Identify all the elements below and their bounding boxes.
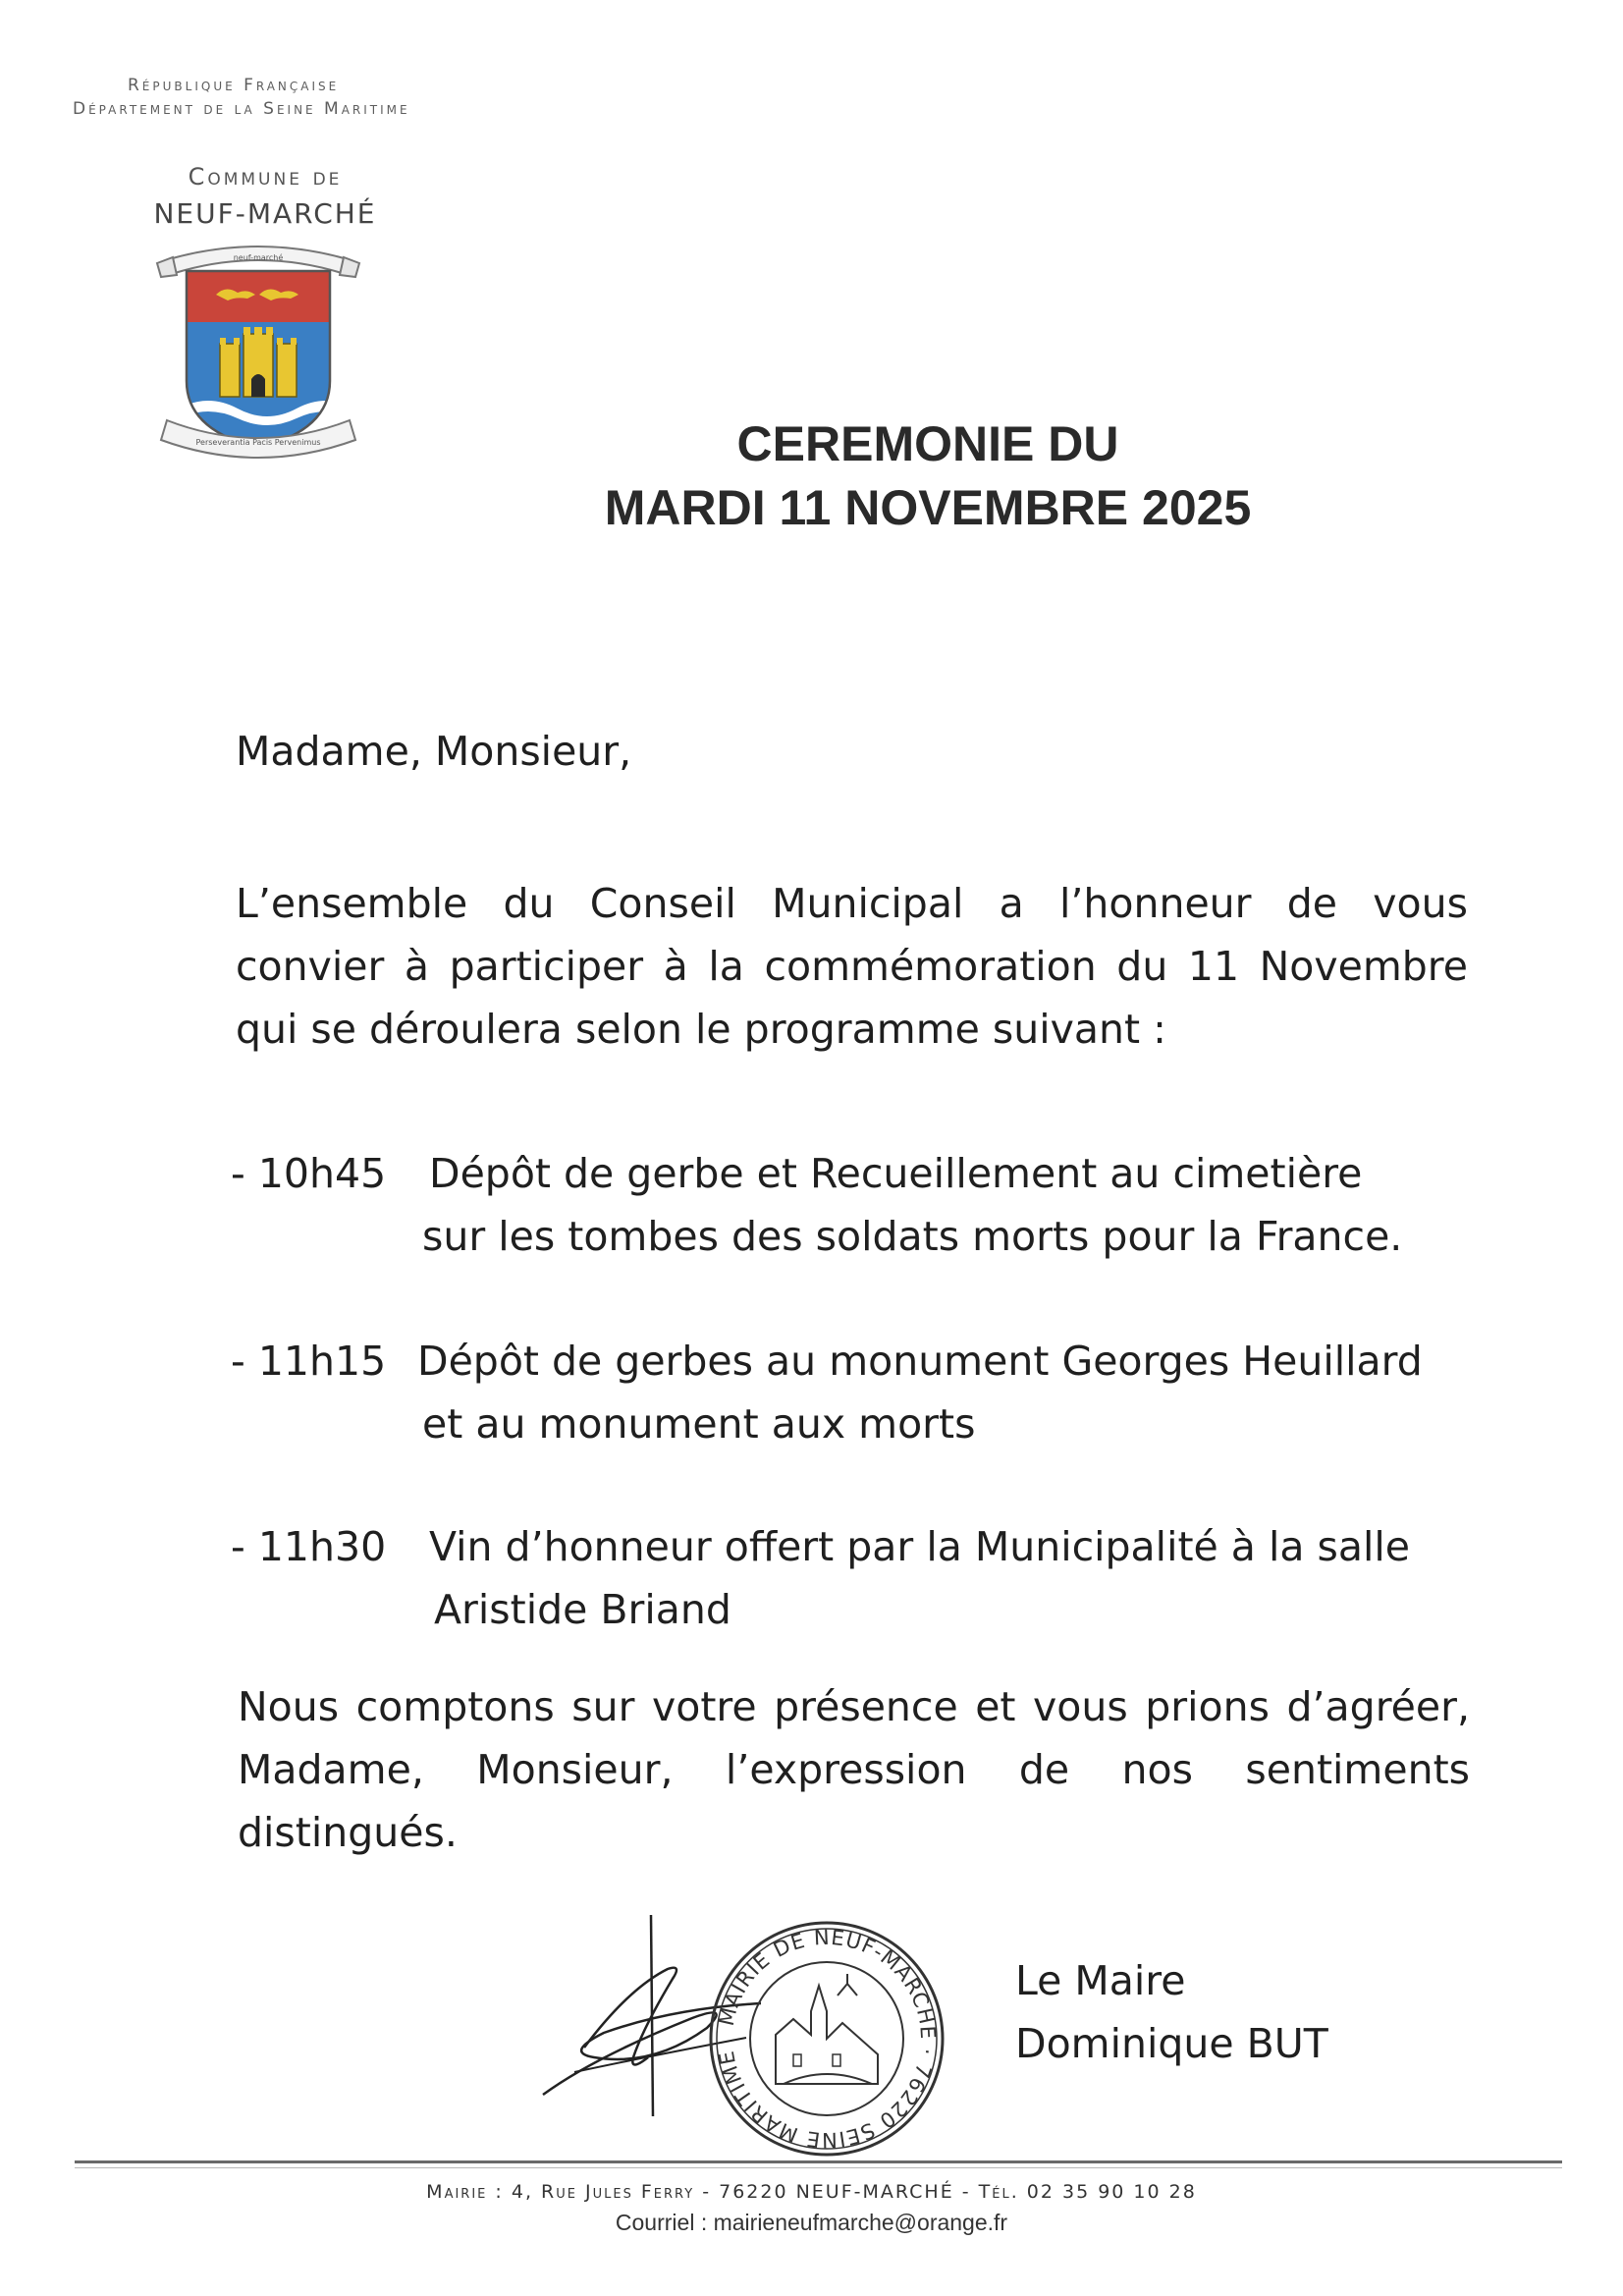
program-item-3-line-1: Vin d’honneur offert par la Municipalité à la salle	[429, 1523, 1410, 1570]
program-item-2-line-2: et au monument aux morts	[422, 1400, 976, 1448]
salutation: Madame, Monsieur,	[236, 728, 632, 775]
footer-divider	[75, 2160, 1562, 2163]
title-line-2: MARDI 11 NOVEMBRE 2025	[604, 480, 1252, 535]
header-department: Département de la Seine Maritime	[73, 99, 410, 119]
title-line-1: CEREMONIE DU	[736, 416, 1119, 471]
program-item-3-line-2: Aristide Briand	[434, 1586, 731, 1633]
header-republic: République Française	[128, 76, 340, 95]
program-item-2-line-1: Dépôt de gerbes au monument Georges Heuillard	[417, 1338, 1423, 1385]
mayor-title: Le Maire	[1015, 1957, 1186, 2004]
closing-line-2: Madame, Monsieur, l’expression de nos sentiments	[238, 1746, 1470, 1793]
program-item-2-time: - 11h15	[231, 1338, 387, 1385]
program-item-1-line-2: sur les tombes des soldats morts pour la France.	[422, 1213, 1403, 1260]
intro-line-3: qui se déroulera selon le programme suivant :	[236, 1006, 1166, 1053]
footer-divider-thin	[75, 2167, 1562, 2168]
crest-motto-bottom: Perseverantia Pacis Pervenimus	[195, 438, 321, 447]
program-item-1-time: - 10h45	[231, 1150, 387, 1197]
program-item-3-time: - 11h30	[231, 1523, 387, 1570]
header-commune-name: NEUF-MARCHÉ	[153, 197, 377, 230]
intro-line-2: convier à participer à la commémoration du 11 Novembre	[236, 943, 1468, 990]
seal-text: MAIRIE DE NEUF-MARCHE · 76220 SEINE MARITIME	[714, 1925, 941, 2153]
closing-line-1: Nous comptons sur votre présence et vous prions d’agréer,	[238, 1683, 1470, 1730]
commune-crest-logo	[149, 234, 367, 473]
footer-email: Courriel : mairieneufmarche@orange.fr	[615, 2210, 1008, 2235]
footer-address: Mairie : 4, Rue Jules Ferry - 76220 NEUF-MARCHÉ - Tél. 02 35 90 10 28	[426, 2181, 1197, 2203]
mairie-seal-stamp	[705, 1917, 948, 2160]
program-item-1-line-1: Dépôt de gerbe et Recueillement au cimetière	[429, 1150, 1363, 1197]
closing-line-3: distingués.	[238, 1809, 458, 1856]
intro-line-1: L’ensemble du Conseil Municipal a l’honneur de vous	[236, 880, 1468, 927]
mayor-name: Dominique BUT	[1015, 2020, 1328, 2067]
crest-motto-top: neuf-marché	[233, 253, 284, 262]
header-commune-label: Commune de	[188, 163, 343, 191]
